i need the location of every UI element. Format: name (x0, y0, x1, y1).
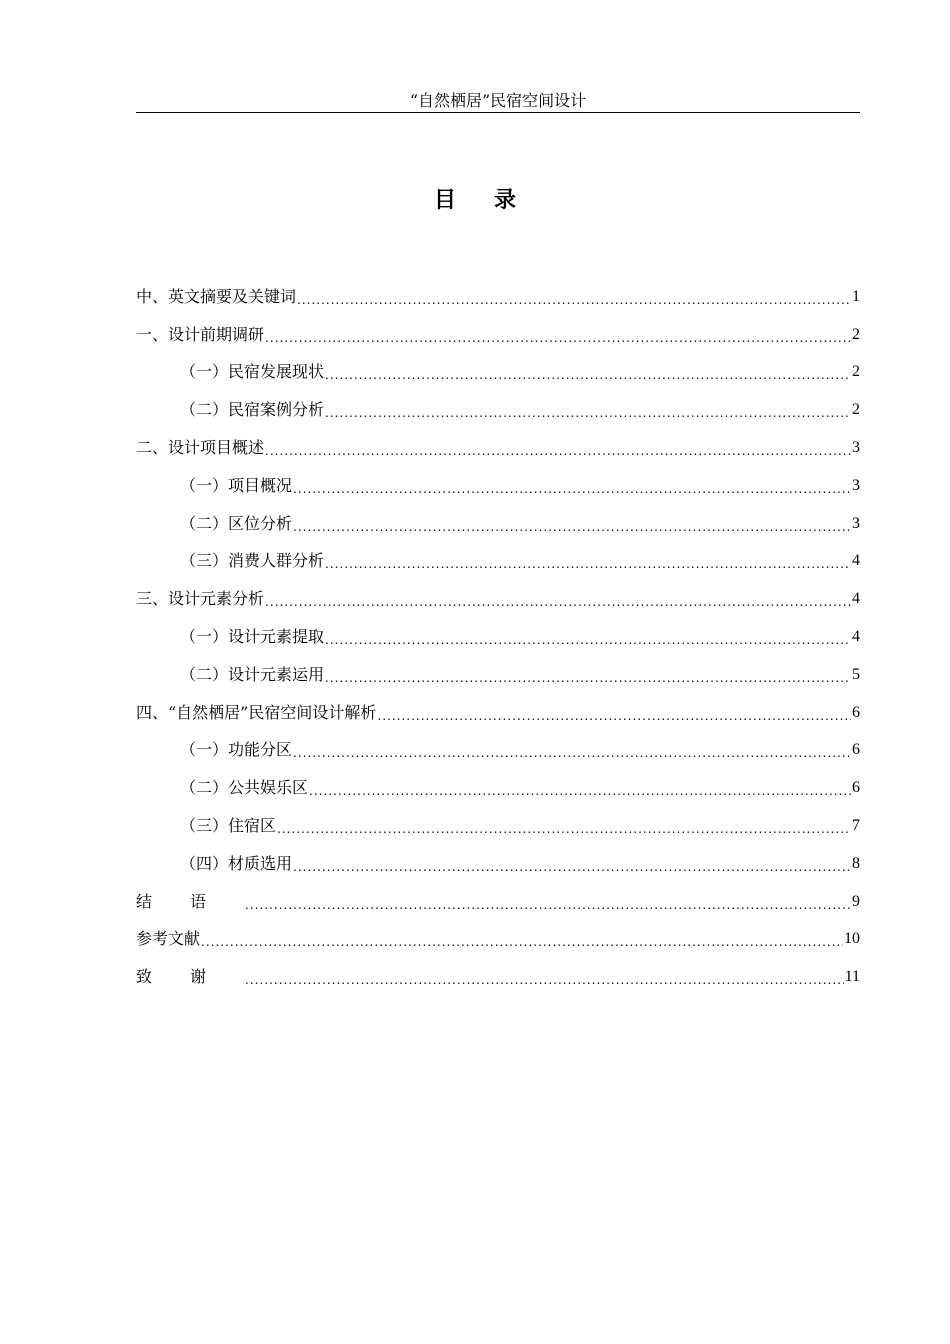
toc-subentry[interactable] (136, 467, 860, 505)
toc-entry-label: （一）民宿发展现状 (180, 362, 325, 382)
running-header: “自然栖居”民宿空间设计 (136, 90, 860, 113)
toc-entry-label: （四）材质选用 (180, 853, 293, 873)
toc-entry-page: 11 (844, 968, 860, 986)
toc-entry-page: 3 (852, 476, 860, 494)
toc-entry-page: 1 (852, 287, 860, 305)
toc-entry-label: 结语 (136, 891, 245, 911)
table-of-contents (136, 278, 860, 996)
toc-entry-label: （二）区位分析 (180, 513, 293, 533)
toc-entry-label: （三）住宿区 (180, 816, 277, 836)
toc-leader-dots (325, 405, 851, 429)
toc-entry-page: 5 (852, 665, 860, 683)
toc-leader-dots (293, 745, 851, 769)
toc-leader-dots (245, 897, 851, 921)
toc-entry-label: 二、设计项目概述 (136, 438, 265, 458)
toc-entry-page: 4 (852, 628, 860, 646)
toc-leader-dots (293, 519, 851, 543)
toc-entry-page: 4 (852, 590, 860, 608)
toc-leader-dots (293, 481, 851, 505)
toc-leader-dots (377, 708, 851, 732)
toc-leader-dots (297, 292, 851, 316)
toc-entry-page: 2 (852, 363, 860, 381)
toc-entry-page: 2 (852, 325, 860, 343)
toc-entry-label: （一）功能分区 (180, 740, 293, 760)
toc-entry-label: （一）设计元素提取 (180, 627, 325, 647)
toc-leader-dots (325, 556, 851, 580)
toc-entry-page: 3 (852, 514, 860, 532)
toc-entry[interactable] (136, 580, 860, 618)
toc-leader-dots (201, 934, 843, 958)
toc-entry-label: （三）消费人群分析 (180, 551, 325, 571)
toc-entry-page: 6 (852, 741, 860, 759)
toc-entry-page: 6 (852, 703, 860, 721)
toc-leader-dots (325, 367, 851, 391)
toc-subentry[interactable] (136, 732, 860, 770)
toc-entry-page: 4 (852, 552, 860, 570)
toc-entry-label: 一、设计前期调研 (136, 324, 265, 344)
toc-leader-dots (265, 594, 851, 618)
toc-leader-dots (277, 821, 851, 845)
toc-subentry[interactable] (136, 618, 860, 656)
toc-entry-page: 2 (852, 401, 860, 419)
toc-entry-page: 9 (852, 892, 860, 910)
toc-leader-dots (265, 443, 851, 467)
toc-entry-page: 3 (852, 439, 860, 457)
toc-leader-dots (325, 670, 851, 694)
toc-entry-label: 三、设计元素分析 (136, 589, 265, 609)
toc-entry-label: 参考文献 (136, 929, 201, 949)
toc-leader-dots (325, 632, 851, 656)
toc-entry-label: （一）项目概况 (180, 475, 293, 495)
toc-entry-page: 8 (852, 854, 860, 872)
toc-entry[interactable] (136, 958, 860, 996)
toc-entry-label: 中、英文摘要及关键词 (136, 286, 297, 306)
toc-entry[interactable] (136, 429, 860, 467)
toc-entry[interactable] (136, 921, 860, 959)
toc-entry[interactable] (136, 316, 860, 354)
toc-leader-dots (309, 783, 851, 807)
toc-subentry[interactable] (136, 769, 860, 807)
toc-entry-label: 四、“自然栖居”民宿空间设计解析 (136, 702, 377, 722)
toc-subentry[interactable] (136, 656, 860, 694)
toc-subentry[interactable] (136, 845, 860, 883)
toc-subentry[interactable] (136, 505, 860, 543)
toc-entry-label: （二）民宿案例分析 (180, 400, 325, 420)
toc-entry-page: 10 (844, 930, 860, 948)
toc-leader-dots (293, 859, 851, 883)
toc-entry-page: 7 (852, 817, 860, 835)
toc-leader-dots (265, 330, 851, 354)
toc-subentry[interactable] (136, 807, 860, 845)
toc-subentry[interactable] (136, 543, 860, 581)
toc-entry-label: 致谢 (136, 967, 245, 987)
toc-leader-dots (245, 972, 844, 996)
toc-subentry[interactable] (136, 391, 860, 429)
toc-entry[interactable] (136, 278, 860, 316)
toc-title: 目录 (433, 187, 554, 213)
toc-subentry[interactable] (136, 354, 860, 392)
toc-entry-label: （二）设计元素运用 (180, 664, 325, 684)
toc-entry-label: （二）公共娱乐区 (180, 778, 309, 798)
toc-entry[interactable] (136, 694, 860, 732)
toc-entry[interactable] (136, 883, 860, 921)
toc-entry-page: 6 (852, 779, 860, 797)
